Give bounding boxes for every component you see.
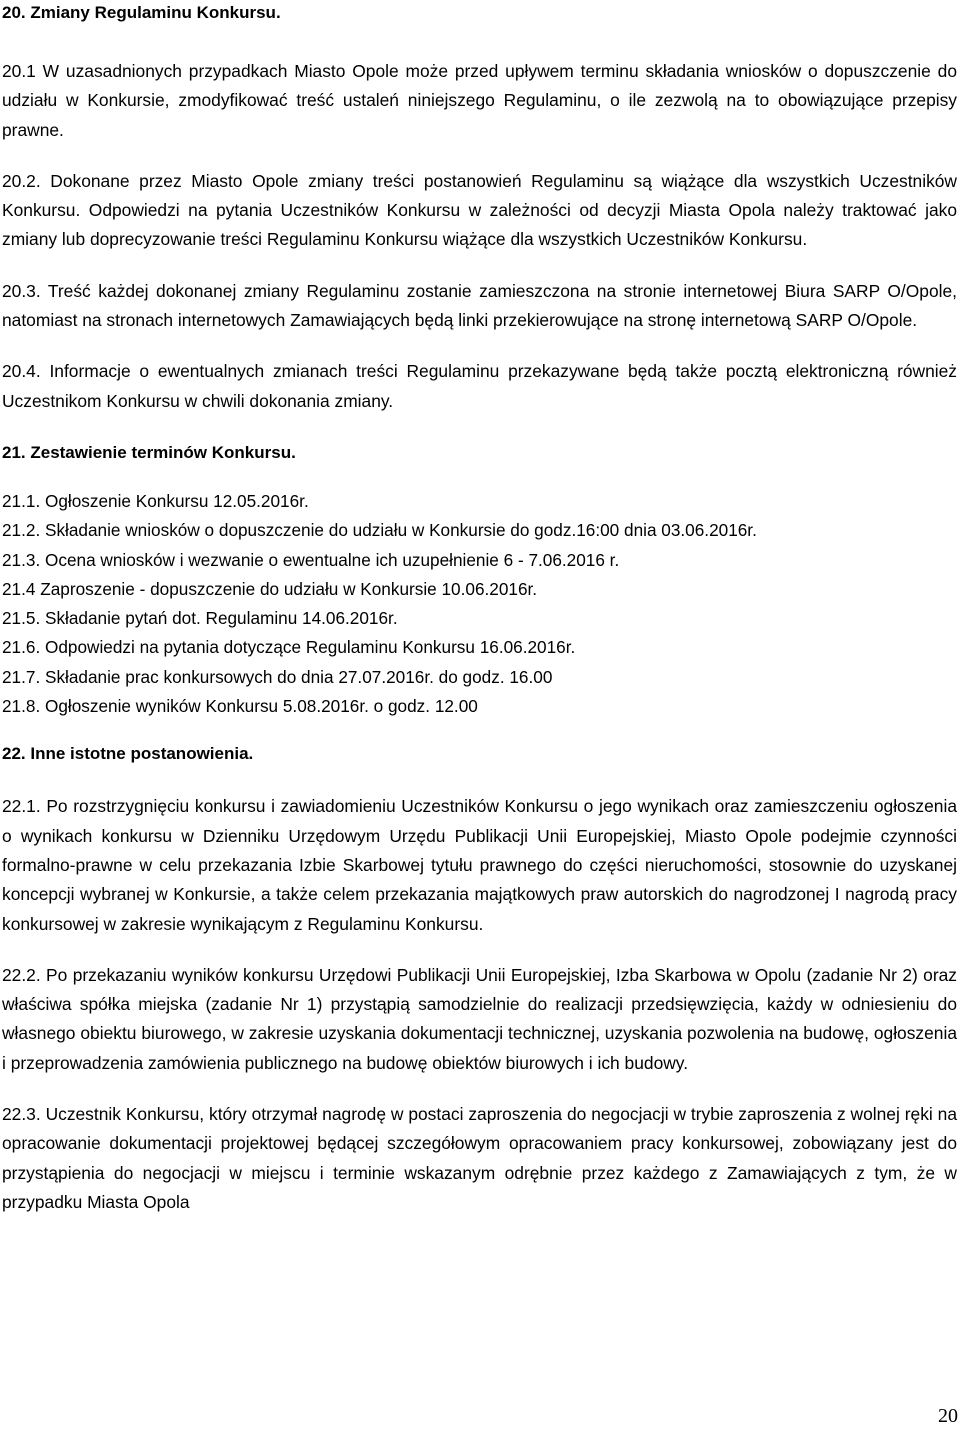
schedule-item-21-6: 21.6. Odpowiedzi na pytania dotyczące Regulaminu Konkursu 16.06.2016r. (2, 637, 576, 658)
schedule-list (2, 487, 957, 721)
page-number: 20 (938, 1405, 958, 1427)
schedule-item-21-5: 21.5. Składanie pytań dot. Regulaminu 14.06.2016r. (2, 608, 398, 629)
schedule-item-21-8: 21.8. Ogłoszenie wyników Konkursu 5.08.2016r. o godz. 12.00 (2, 696, 478, 717)
section-20-heading: 20. Zmiany Regulaminu Konkursu. (2, 3, 281, 22)
paragraph-22-1: 22.1. Po rozstrzygnięciu konkursu i zawiadomieniu Uczestników Konkursu o jego wynikach oraz zamieszczeniu ogłoszenia o wynikach konkursu w Dzienniku Urzędowym Urzędu Publikacji Unii Europejskiej, Miasto Opole podejmie czynności formalno-prawne w celu przekazania Izbie Skarbowej tytułu prawnego do części nieruchomości, stosownie do uzyskanej koncepcji wybranej w Konkursie, a także celem przekazania majątkowych praw autorskich do nagrodzonej I nagrodą pracy konkursowej w zakresie wynikającym z Regulaminu Konkursu. (2, 796, 957, 934)
section-21-heading: 21. Zestawienie terminów Konkursu. (2, 442, 296, 462)
schedule-item-21-1: 21.1. Ogłoszenie Konkursu 12.05.2016r. (2, 490, 309, 511)
schedule-item-21-7: 21.7. Składanie prac konkursowych do dnia 27.07.2016r. do godz. 16.00 (2, 666, 553, 687)
schedule-item-21-4: 21.4 Zaproszenie - dopuszczenie do udziału w Konkursie 10.06.2016r. (2, 578, 538, 599)
schedule-item-21-3: 21.3. Ocena wniosków i wezwanie o ewentualne ich uzupełnienie 6 - 7.06.2016 r. (2, 549, 620, 570)
paragraph-20-2: 20.2. Dokonane przez Miasto Opole zmiany treści postanowień Regulaminu są wiążące dla wszystkich Uczestników Konkursu. Odpowiedzi na pytania Uczestników Konkursu w zależności od decyzji Miasta Opola należy traktować jako zmiany lub doprecyzowanie treści Regulaminu Konkursu wiążące dla wszystkich Uczestników Konkursu. (2, 170, 957, 250)
section-22-heading: 22. Inne istotne postanowienia. (2, 744, 254, 764)
paragraph-20-1: 20.1 W uzasadnionych przypadkach Miasto Opole może przed upływem terminu składania wniosków o dopuszczenie do udziału w Konkursie, zmodyfikować treść ustaleń niniejszego Regulaminu, o ile zezwolą na to obowiązujące przepisy prawne. (2, 61, 957, 140)
schedule-item-21-2: 21.2. Składanie wniosków o dopuszczenie do udziału w Konkursie do godz.16:00 dnia 03.06.2016r. (2, 520, 757, 541)
paragraph-20-4: 20.4. Informacje o ewentualnych zmianach treści Regulaminu przekazywane będą także pocztą elektroniczną również Uczestnikom Konkursu w chwili dokonania zmiany. (2, 361, 957, 411)
paragraph-22-3: 22.3. Uczestnik Konkursu, który otrzymał nagrodę w postaci zaproszenia do negocjacji w trybie zaproszenia z wolnej ręki na opracowanie dokumentacji projektowej będącej szczegółowym opracowaniem pracy konkursowej, zobowiązany jest do przystąpienia do negocjacji w miejscu i terminie wskazanym odrębnie przez każdego z Zamawiających z tym, że w przypadku Miasta Opola (2, 1104, 957, 1212)
document-page (2, 0, 957, 1217)
paragraph-20-3: 20.3. Treść każdej dokonanej zmiany Regulaminu zostanie zamieszczona na stronie internetowej Biura SARP O/Opole, natomiast na stronach internetowych Zamawiających będą linki przekierowujące na stronę internetową SARP O/Opole. (2, 280, 957, 331)
paragraph-22-2: 22.2. Po przekazaniu wyników konkursu Urzędowi Publikacji Unii Europejskiej, Izba Skarbowa w Opolu (zadanie Nr 2) oraz właściwa spółka miejska (zadanie Nr 1) przystąpią samodzielnie do realizacji przedsięwzięcia, każdy w odniesieniu do własnego obiektu biurowego, w zakresie uzyskania dokumentacji technicznej, uzyskania pozwolenia na budowę, ogłoszenia i przeprowadzenia zamówienia publicznego na budowę obiektów biurowych i ich budowy. (2, 964, 957, 1073)
